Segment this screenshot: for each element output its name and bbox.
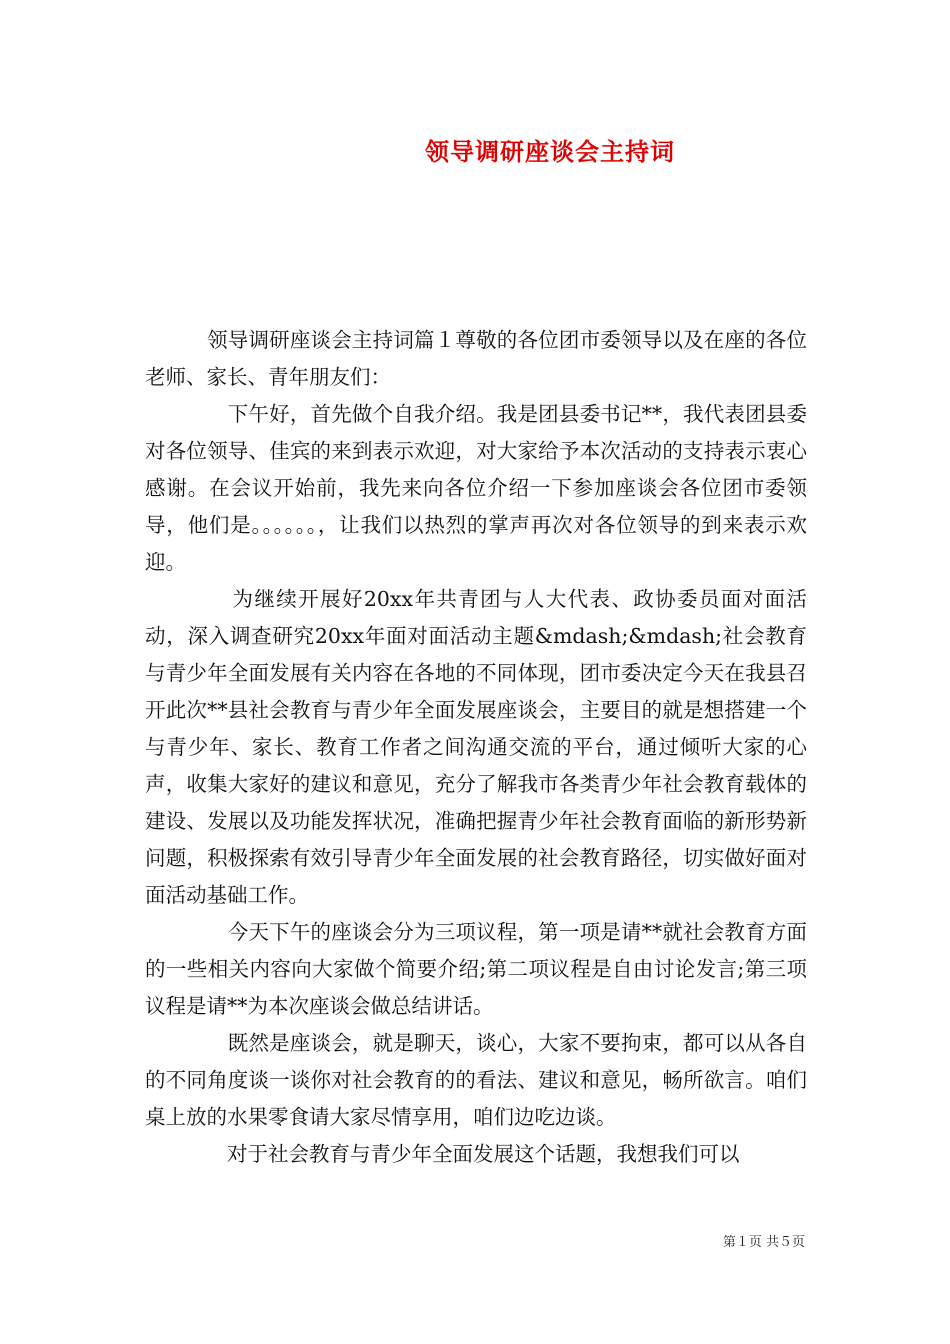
paragraph: 既然是座谈会，就是聊天，谈心，大家不要拘束，都可以从各自的不同角度谈一谈你对社会教育的的看法、建议和意见，畅所欲言。咱们桌上放的水果零食请大家尽情享用，咱们边吃边谈。 — [145, 1031, 807, 1129]
document-title: 领导调研座谈会主持词 — [425, 137, 675, 166]
document-body — [145, 322, 807, 1173]
page-number-footer: 第１页 共５页 — [722, 1235, 805, 1250]
paragraph: 下午好，首先做个自我介绍。我是团县委书记**，我代表团县委对各位领导、佳宾的来到表示欢迎，对大家给予本次活动的支持表示衷心感谢。在会议开始前，我先来向各位介绍一下参加座谈会各位团市委领导，他们是。。。。。。，让我们以热烈的掌声再次对各位领导的到来表示欢迎。 — [145, 402, 807, 574]
paragraph: 对于社会教育与青少年全面发展这个话题，我想我们可以 — [145, 1142, 740, 1166]
paragraph: 今天下午的座谈会分为三项议程，第一项是请**就社会教育方面的一些相关内容向大家做个简要介绍;第二项议程是自由讨论发言;第三项议程是请**为本次座谈会做总结讲话。 — [145, 920, 807, 1018]
paragraph: 为继续开展好20xx年共青团与人大代表、政协委员面对面活动，深入调查研究20xx年面对面活动主题&mdash;&mdash;社会教育与青少年全面发展有关内容在各地的不同体现，团市委决定今天在我县召开此次**县社会教育与青少年全面发展座谈会，主要目的就是想搭建一个与青少年、家长、教育工作者之间沟通交流的平台，通过倾听大家的心声，收集大家好的建议和意见，充分了解我市各类青少年社会教育载体的建设、发展以及功能发挥状况，准确把握青少年社会教育面临的新形势新问题，积极探索有效引导青少年全面发展的社会教育路径，切实做好面对面活动基础工作。 — [145, 587, 807, 907]
paragraph: 领导调研座谈会主持词篇１尊敬的各位团市委领导以及在座的各位老师、家长、青年朋友们： — [145, 328, 807, 389]
